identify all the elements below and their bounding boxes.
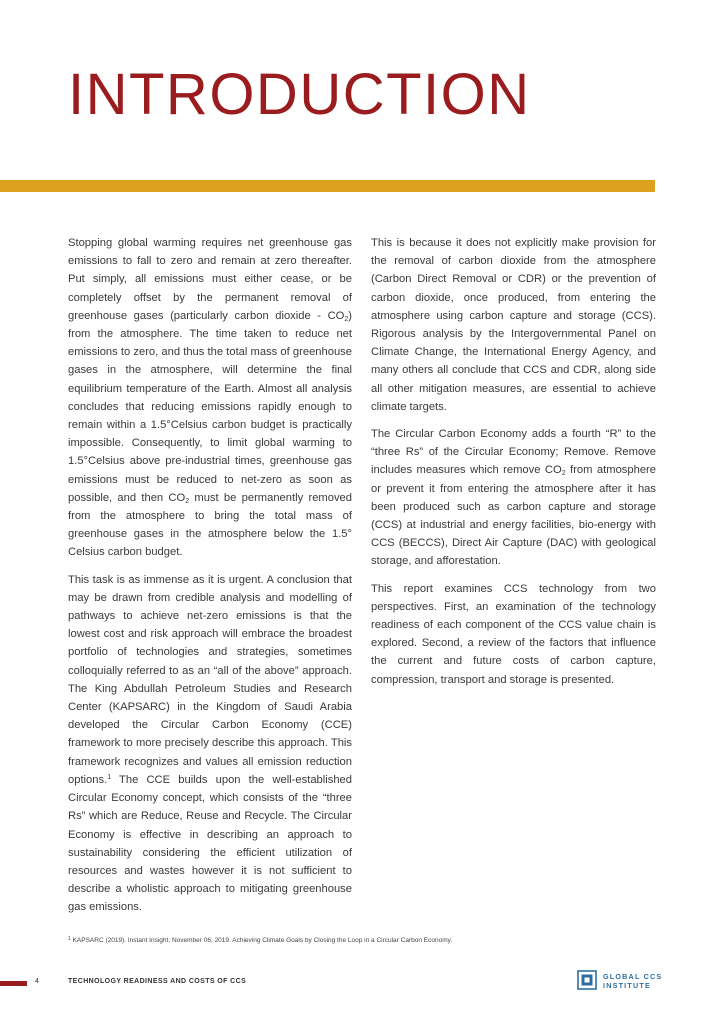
text-run: The CCE builds upon the well-established Circular Economy concept, which consists of the “three Rs” which are Reduce, Reuse and Recycle. The Circular Economy is effective in describing an approach to sustainability considering the efficient utilization of resources and wastes however it is not sufficient to describe a wholistic approach to mitigating greenhouse gas emissions. [68, 773, 352, 914]
footnote-text: KAPSARC (2019). Instant Insight, November 06, 2019. Achieving Climate Goals by Closing the Loop in a Circular Carbon Economy. [70, 937, 453, 944]
text-run: from atmosphere or prevent it from entering the atmosphere after it has been produced such as carbon capture and storage (CCS) at industrial and energy facilities, bio-energy with CCS (BECCS), Direct Air Capture (DAC) with geological storage, and afforestation. [371, 464, 657, 568]
right-column [371, 234, 656, 698]
text-run: ) from the atmosphere. The time taken to reduce net emissions to zero, and thus the total mass of greenhouse gases in the atmosphere, will determine the final equilibrium temperature of the Earth. Almost all analysis concludes that reducing emissions rapidly enough to remain within a 1.5°Celsius carbon budget is practically impossible. Consequently, to limit global warming to 1.5°Celsius above pre-industrial times, greenhouse gas emissions must be reduced to net-zero as soon as possible, and then CO [68, 309, 352, 504]
footnote [68, 936, 452, 944]
right-paragraph-2 [371, 425, 656, 571]
right-paragraph-3: This report examines CCS technology from two perspectives. First, an examination of the technology readiness of each component of the CCS value chain is explored. Second, a review of the factors that influence the current and future costs of carbon capture, compression, transport and storage is presented. [371, 582, 656, 686]
footer-accent-bar [0, 981, 27, 986]
left-paragraph-2 [68, 571, 352, 917]
running-title: TECHNOLOGY READINESS AND COSTS OF CCS [68, 978, 247, 985]
text-run: This task is as immense as it is urgent. A conclusion that may be drawn from credible analysis and modelling of pathways to achieve net-zero emissions is that the lowest cost and risk approach will embrace the broadest portfolio of technologies and strategies, sometimes colloquially referred to as an “all of the above” approach. The King Abdullah Petroleum Studies and Research Center (KAPSARC) in the Kingdom of Saudi Arabia developed the Circular Carbon Economy (CCE) framework to more precisely describe this approach. This framework recognizes and values all emission reduction options. [68, 573, 352, 786]
logo-text [603, 972, 662, 990]
logo-line-1: GLOBAL CCS [603, 972, 663, 981]
text-run: must be permanently removed from the atmosphere to bring the total mass of greenhouse gases in the atmosphere below the 1.5° Celsius carbon budget. [68, 491, 352, 559]
page-title: INTRODUCTION [68, 62, 531, 127]
footnote-reference[interactable]: 1 [107, 773, 112, 781]
subscript: 2 [344, 315, 349, 323]
left-paragraph-1 [68, 234, 352, 562]
subscript: 2 [561, 470, 566, 478]
text-run: Stopping global warming requires net greenhouse gas emissions to fall to zero and remain at zero thereafter. Put simply, all emissions must either cease, or be completely offset by the permanent removal of greenhouse gases (particularly carbon dioxide - CO [68, 237, 352, 322]
right-paragraph-1: This is because it does not explicitly make provision for the removal of carbon dioxide from the atmosphere (Carbon Direct Removal or CDR) or the prevention of carbon dioxide, once produced, from entering the atmosphere using carbon capture and storage (CCS). Rigorous analysis by the Intergovernmental Panel on Climate Change, the International Energy Agency, and many others all conclude that CCS and CDR, along side all other mitigation measures, are essential to achieve climate targets. [371, 237, 656, 413]
institute-logo [577, 970, 677, 992]
left-column [68, 234, 352, 926]
page-number: 4 [35, 978, 39, 985]
subscript: 2 [185, 497, 190, 505]
text-run: The Circular Carbon Economy adds a fourth “R” to the “three Rs” of the Circular Economy; Remove. Remove includes measures which remove CO [371, 428, 656, 477]
logo-line-2: INSTITUTE [603, 981, 651, 990]
footnote-marker: 1 [68, 936, 71, 942]
logo-mark-icon [577, 970, 597, 990]
accent-rule [0, 180, 655, 192]
